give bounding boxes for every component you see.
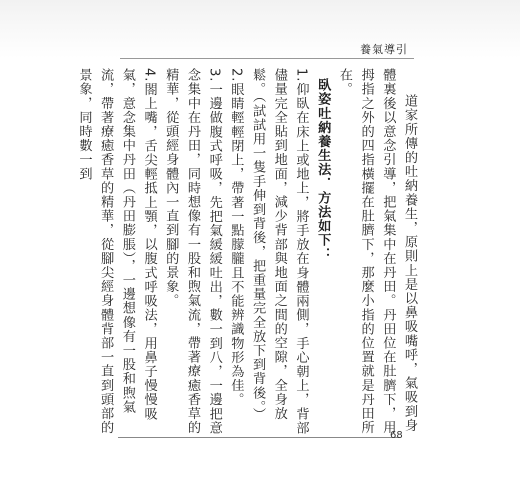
step-number: 3.	[206, 68, 222, 83]
step-item	[73, 68, 160, 436]
footer-rule	[118, 437, 400, 438]
body-text-area	[76, 68, 420, 436]
vertical-text-columns	[76, 68, 420, 436]
intro-paragraph: 道家所傳的吐納養生，原則上是以鼻吸嘴呼，氣吸到身體裏後以意念引導，把氣集中在丹田。丹田位在肚臍下，用拇指之外的四指橫擺在肚臍下，那麼小指的位置就是丹田所在。	[336, 68, 417, 435]
step-text: 一邊做腹式呼吸，先把氣緩緩吐出，數一到八，一邊把意念集中在丹田，同時想像有一股和煦氣流，帶著療癒香草的精華，從頭經身體內一直到腳的景象。	[163, 68, 222, 435]
step-number: 4.	[141, 68, 157, 83]
step-item	[246, 68, 311, 436]
step-text: 閤上嘴，舌尖輕抵上顎，以腹式呼吸法，用鼻子慢慢吸氣，意念集中丹田（丹田膨脹），一邊想像有一股和煦氣流，帶著療癒香草的精華，從腳尖經身體背部一直到頭部的景象，同時數一到	[76, 68, 157, 435]
running-title: 養氣導引	[360, 43, 408, 56]
page-number: 68	[390, 430, 403, 441]
step-text: 仰臥在床上或地上，將手放在身體兩側，手心朝上，背部儘量完全貼到地面，減少背部與地面之間的空隙，全身放鬆。（試試用一隻手伸到背後，把重量完全放下到背後。）	[250, 68, 309, 435]
page-top-shade	[0, 0, 520, 58]
step-number: 1.	[293, 68, 309, 83]
step-item	[160, 68, 225, 436]
section-heading: 臥姿吐納養生法．方法如下：	[315, 78, 331, 262]
step-text: 眼睛輕輕閉上，帶著一點朦朧且不能辨識物形為佳。	[228, 82, 244, 407]
header-rule	[120, 58, 414, 59]
step-item	[225, 68, 247, 436]
step-number: 2.	[228, 68, 244, 83]
